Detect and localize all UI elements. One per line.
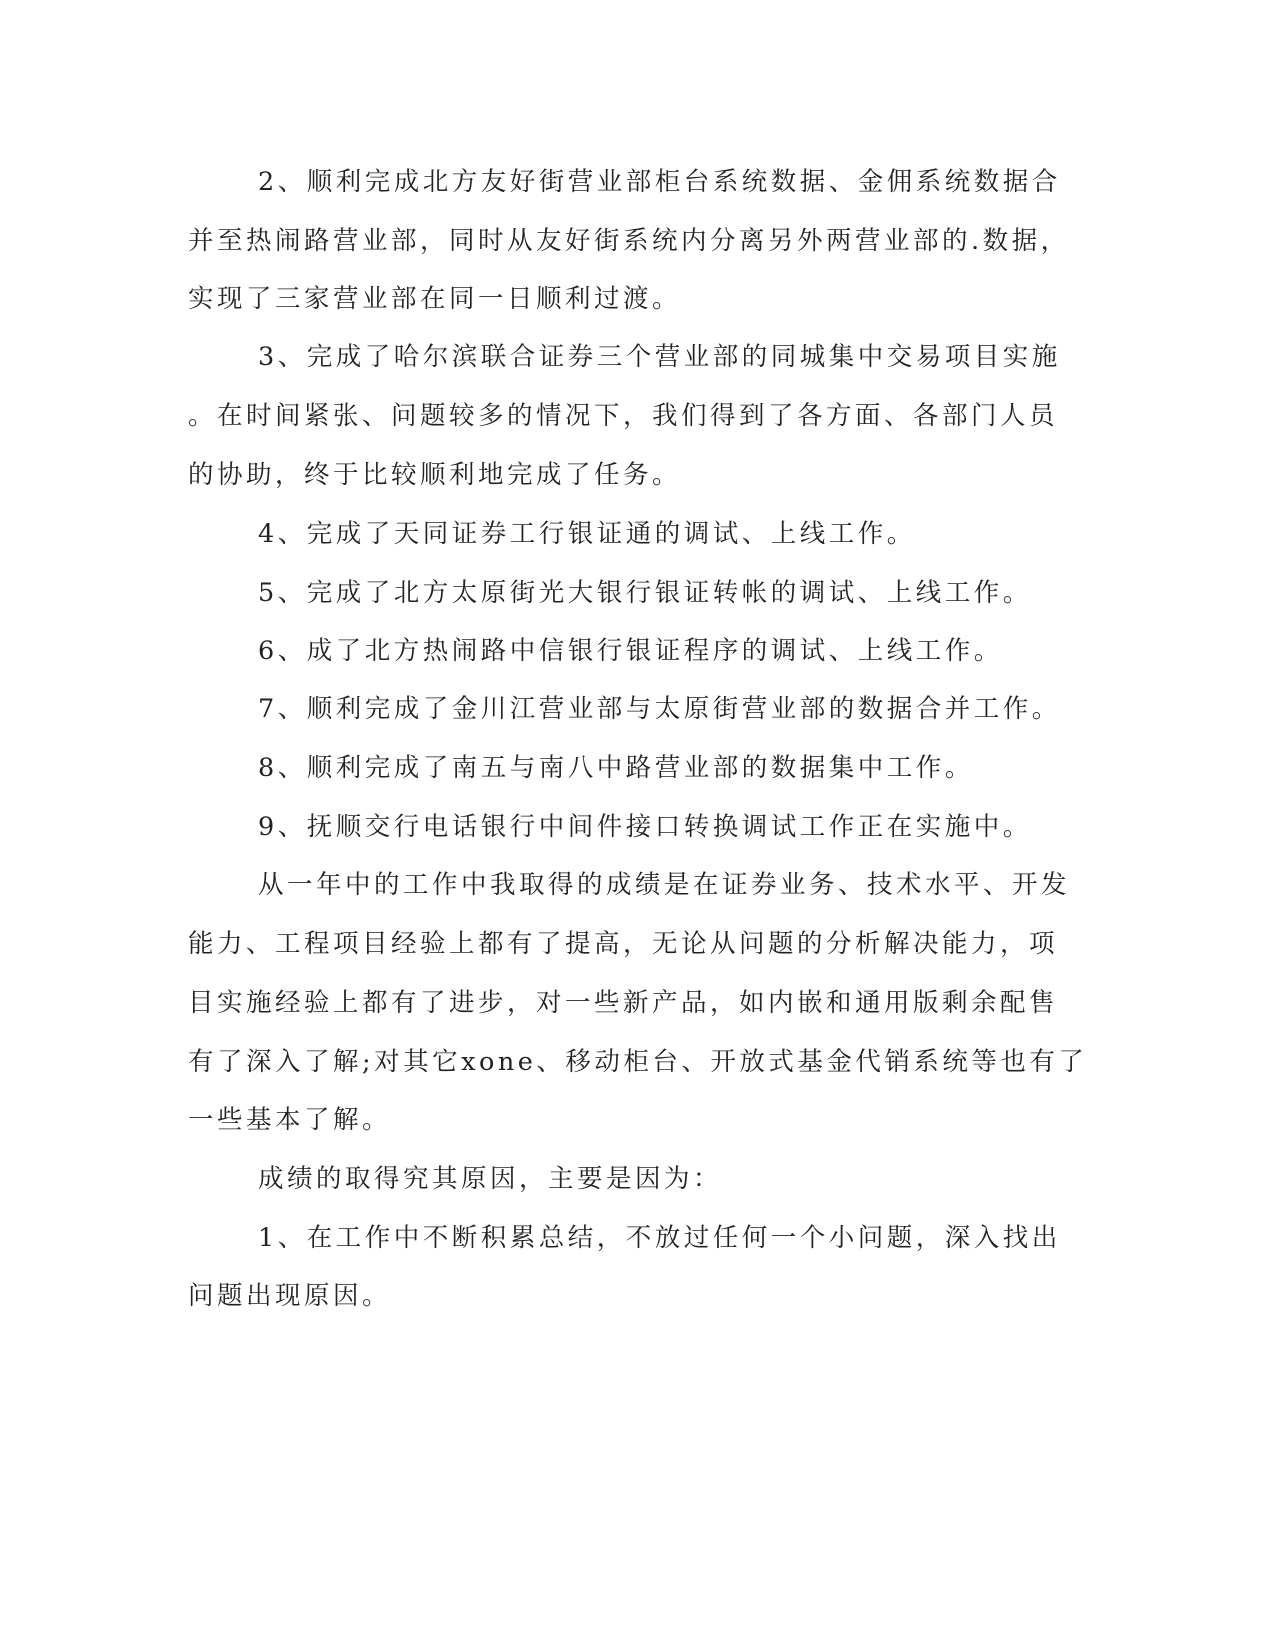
- text-line: 成绩的取得究其原因，主要是因为：: [258, 1164, 723, 1194]
- text-line: 4、完成了天同证券工行银证通的调试、上线工作。: [258, 519, 916, 549]
- text-line: 的协助，终于比较顺利地完成了任务。: [188, 460, 682, 490]
- text-line: 7、顺利完成了金川江营业部与太原街营业部的数据合并工作。: [258, 694, 1061, 724]
- text-line: 实现了三家营业部在同一日顺利过渡。: [188, 284, 682, 314]
- text-line: 。在时间紧张、问题较多的情况下，我们得到了各方面、各部门人员: [188, 401, 1059, 431]
- text-line: 从一年中的工作中我取得的成绩是在证券业务、技术水平、开发: [258, 870, 1071, 900]
- text-line: 并至热闹路营业部，同时从友好街系统内分离另外两营业部的.数据，: [188, 226, 1070, 256]
- text-line: 3、完成了哈尔滨联合证券三个营业部的同城集中交易项目实施: [258, 342, 1061, 372]
- text-line: 6、成了北方热闹路中信银行银证程序的调试、上线工作。: [258, 636, 1003, 666]
- text-line: 有了深入了解;对其它xone、移动柜台、开放式基金代销系统等也有了: [188, 1047, 1088, 1077]
- text-line: 1、在工作中不断积累总结，不放过任何一个小问题，深入找出: [258, 1223, 1061, 1253]
- text-line: 能力、工程项目经验上都有了提高，无论从问题的分析解决能力，项: [188, 929, 1059, 959]
- text-line: 问题出现原因。: [188, 1281, 392, 1311]
- text-line: 8、顺利完成了南五与南八中路营业部的数据集中工作。: [258, 753, 974, 783]
- text-line: 9、抚顺交行电话银行中间件接口转换调试工作正在实施中。: [258, 812, 1032, 842]
- text-line: 2、顺利完成北方友好街营业部柜台系统数据、金佣系统数据合: [258, 167, 1061, 197]
- text-line: 目实施经验上都有了进步，对一些新产品，如内嵌和通用版剩余配售: [188, 988, 1059, 1018]
- text-line: 5、完成了北方太原街光大银行银证转帐的调试、上线工作。: [258, 578, 1032, 608]
- text-line: 一些基本了解。: [188, 1105, 392, 1135]
